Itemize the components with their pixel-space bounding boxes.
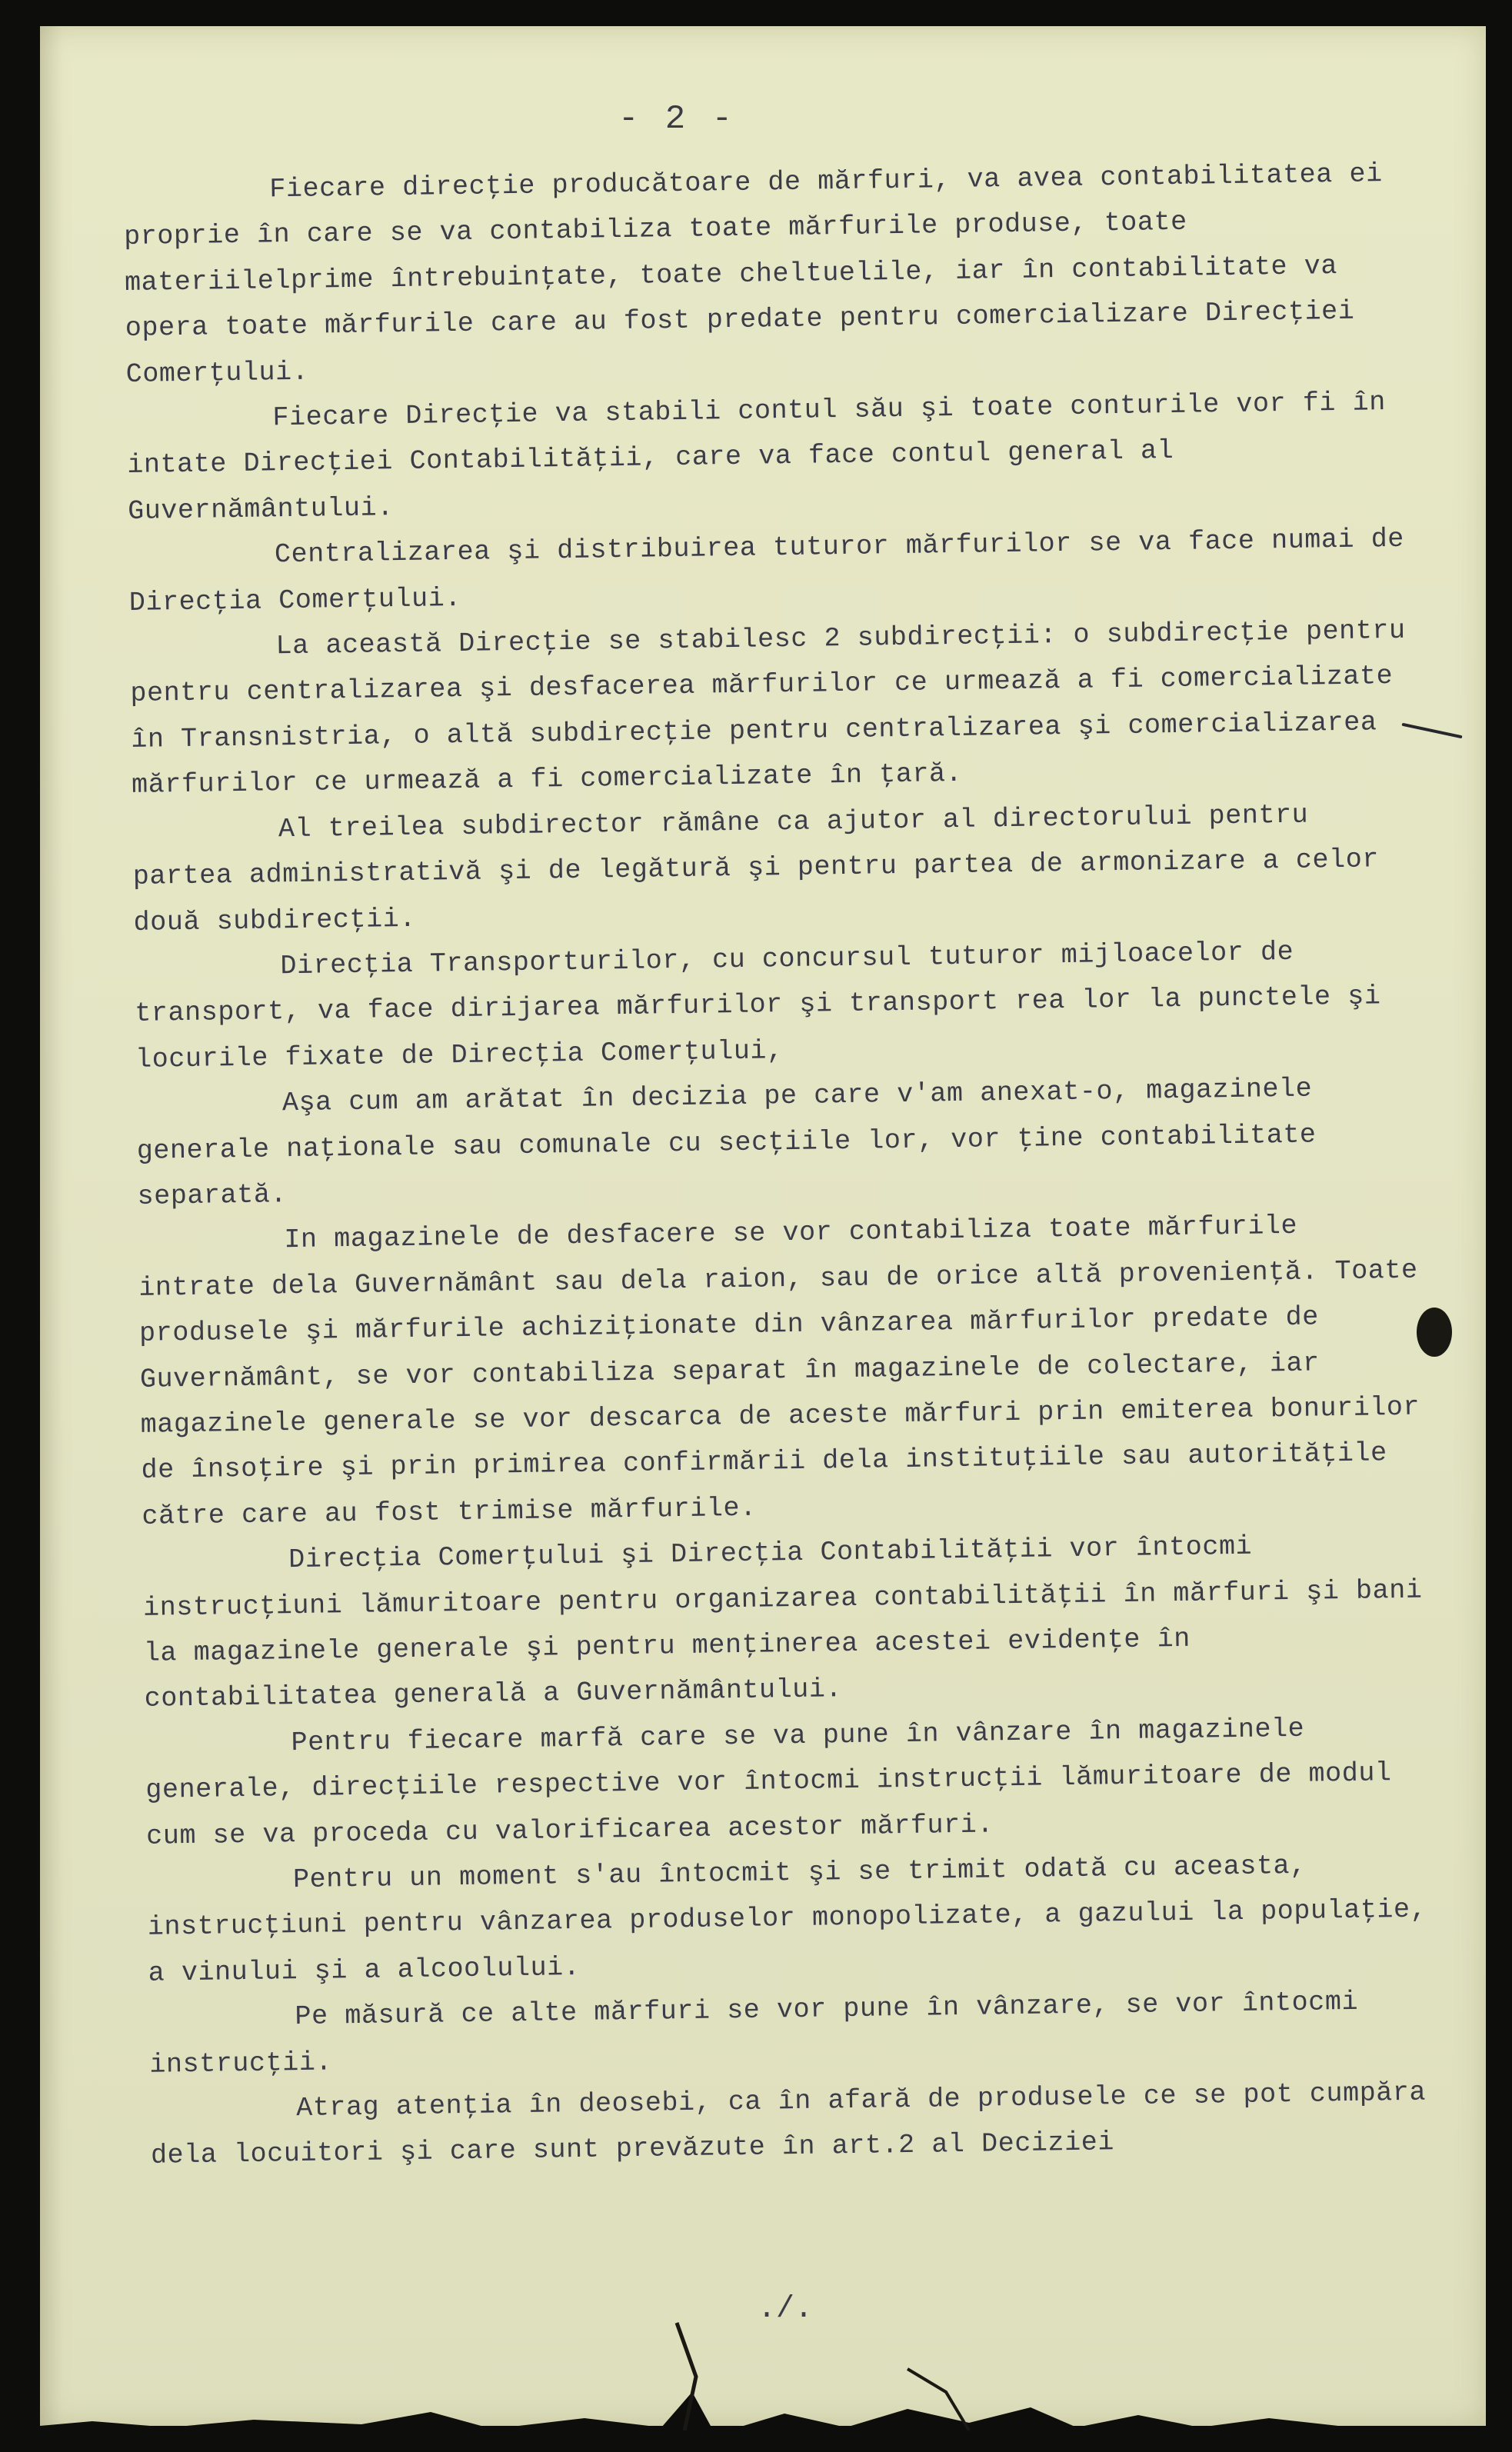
paragraph-10: Pentru fiecare marfă care se va pune în vânzare în magazinele generale, direcţiile respective vor întocmi instrucţii lămuritoare de modul cum se va proceda cu valorificarea acestor mărfuri.: [145, 1713, 1409, 1852]
paragraph-3: Centralizarea şi distribuirea tuturor mărfurilor se va face numai de Direcţia Comerţului.: [128, 523, 1421, 618]
paragraph-7: Aşa cum am arătat în decizia pe care v'am anexat-o, magazinele generale naţionale sau comunale cu secţiile lor, vor ţine contabilitate separată.: [136, 1073, 1334, 1212]
continuation-mark: ./.: [758, 2292, 814, 2327]
paragraph-2: Fiecare Direcţie va stabili contul său şi toate conturile vor fi în intate Direcţiei Contabilităţii, care va face contul general al Guvernământului.: [127, 386, 1403, 527]
paragraph-9: Direcţia Comerţului şi Direcţia Contabilităţii vor întocmi instrucţiuni lămuritoare pentru organizarea contabilităţii în mărfuri şi bani la magazinele generale şi pentru menţinerea acestei evidenţe în contabilitatea generală a Guvernământului.: [142, 1531, 1440, 1715]
paragraph-8: In magazinele de desfacere se vor contabiliza toate mărfurile intrate dela Guvernământ sau dela raion, sau de orice altă provenienţă. Toate produsele şi mărfurile achiziţionate din vânzarea mărfurilor predate de Guvernământ, se vor contabiliza separat în magazinele de colectare, iar magazinele generale se vor descarca de aceste mărfuri prin emiterea bonurilor de însoţire şi prin primirea confirmării dela instituţiile sau autorităţile către care au fost trimise mărfurile.: [138, 1210, 1437, 1532]
paragraph-13: Atrag atenţia în deosebi, ca în afară de produsele ce se pot cumpăra dela locuitori şi care sunt prevăzute în art.2 al Deciziei: [150, 2077, 1444, 2172]
page-number: - 2 -: [618, 100, 736, 138]
paper-hole: [1417, 1308, 1452, 1357]
page-left-edge: [40, 26, 63, 2426]
paragraph-4: La această Direcţie se stabilesc 2 subdirecţii: o subdirecţie pentru pentru centralizarea şi desfacerea mărfurilor ce urmează a fi comercializate în Transnistria, o altă subdirecţie pentru centralizarea şi comercializarea mărfurilor ce urmează a fi comercializate în ţară.: [130, 615, 1423, 801]
torn-bottom-edge: [0, 2277, 1512, 2452]
paragraph-1: Fiecare direcţie producătoare de mărfuri, va avea contabilitatea ei proprie în care se va contabiliza toate mărfurile produse, toate materiilelprime întrebuinţate, toate cheltuelile, iar în contabilitate va opera toate mărfurile care au fost predate pentru comercializare Direcţiei Comerţului.: [123, 158, 1400, 390]
paragraph-12: Pe măsură ce alte mărfuri se vor pune în vânzare, se vor întocmi instrucţii.: [149, 1986, 1375, 2081]
paragraph-5: Al treilea subdirector rămâne ca ajutor al directorului pentru partea administrativă şi de legătură şi pentru partea de armonizare a celor două subdirecţii.: [132, 798, 1396, 938]
paragraph-11: Pentru un moment s'au întocmit şi se trimit odată cu aceasta, instrucţiuni pentru vânzarea produselor monopolizate, a gazului la populaţie, a vinului şi a alcoolului.: [147, 1850, 1444, 1989]
document-body: [123, 152, 1443, 2180]
paragraph-6: Direcţia Transporturilor, cu concursul tuturor mijloacelor de transport, va face dirijarea mărfurilor şi transport rea lor la punctele şi locurile fixate de Direcţia Comerţului,: [135, 936, 1398, 1075]
torn-paper-shadow: [0, 2392, 1512, 2452]
